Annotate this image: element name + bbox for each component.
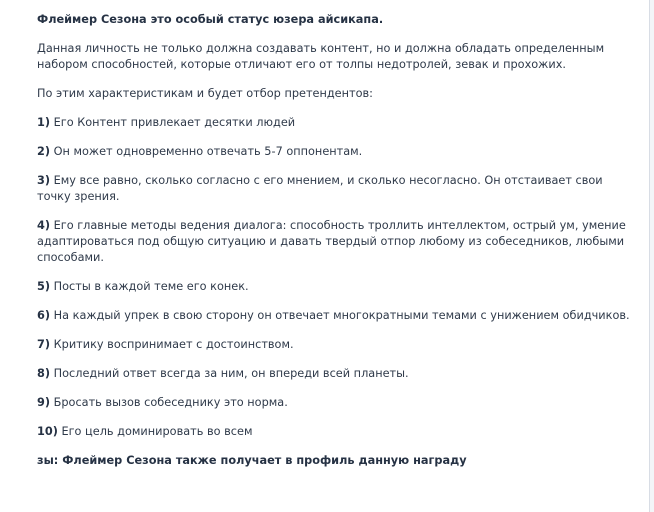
criteria-item-number: 1) (37, 116, 51, 129)
criteria-item (37, 218, 635, 266)
criteria-item (37, 395, 635, 411)
criteria-item-text: Критику воспринимает с достоинством. (53, 338, 294, 351)
criteria-item-text: Он может одновременно отвечать 5-7 оппонентам. (53, 145, 363, 158)
criteria-item-text: Его цель доминировать во всем (61, 425, 253, 438)
post-intro: Данная личность не только должна создавать контент, но и должна обладать определенным набором способностей, которые отличают его от толпы недотролей, зевак и прохожих. (37, 42, 605, 71)
criteria-item-text: Его главные методы ведения диалога: способность троллить интеллектом, острый ум, умение адаптироваться под общую ситуацию и давать твердый отпор любому из собеседников, любыми способами. (37, 219, 626, 264)
criteria-item (37, 173, 635, 205)
criteria-item (37, 366, 635, 382)
criteria-intro: По этим характеристикам и будет отбор претендентов: (37, 87, 373, 100)
criteria-item-number: 3) (37, 174, 51, 187)
criteria-item-number: 4) (37, 219, 51, 232)
criteria-item (37, 308, 635, 324)
criteria-item-text: Ему все равно, сколько согласно с его мнением, и сколько несогласно. Он отстаивает свои точку зрения. (37, 174, 603, 203)
criteria-item-number: 7) (37, 338, 51, 351)
criteria-item-number: 6) (37, 309, 51, 322)
criteria-item-number: 10) (37, 425, 58, 438)
criteria-item-number: 8) (37, 367, 51, 380)
criteria-item (37, 279, 635, 295)
post-footer: зы: Флеймер Сезона также получает в профиль данную награду (37, 454, 467, 467)
criteria-item-number: 5) (37, 280, 51, 293)
criteria-item-text: Бросать вызов собеседнику это норма. (53, 396, 288, 409)
criteria-list (37, 115, 635, 440)
criteria-item-number: 2) (37, 145, 51, 158)
post-heading: Флеймер Сезона это особый статус юзера айсикапа. (37, 13, 384, 26)
criteria-item-text: Посты в каждой теме его конек. (53, 280, 249, 293)
criteria-item-text: Его Контент привлекает десятки людей (53, 116, 296, 129)
criteria-item (37, 337, 635, 353)
criteria-item-number: 9) (37, 396, 51, 409)
criteria-item (37, 144, 635, 160)
criteria-item (37, 424, 635, 440)
criteria-item-text: На каждый упрек в свою сторону он отвечает многократными темами с унижением обидчиков. (53, 309, 630, 322)
criteria-item-text: Последний ответ всегда за ним, он впереди всей планеты. (53, 367, 409, 380)
criteria-item (37, 115, 635, 131)
